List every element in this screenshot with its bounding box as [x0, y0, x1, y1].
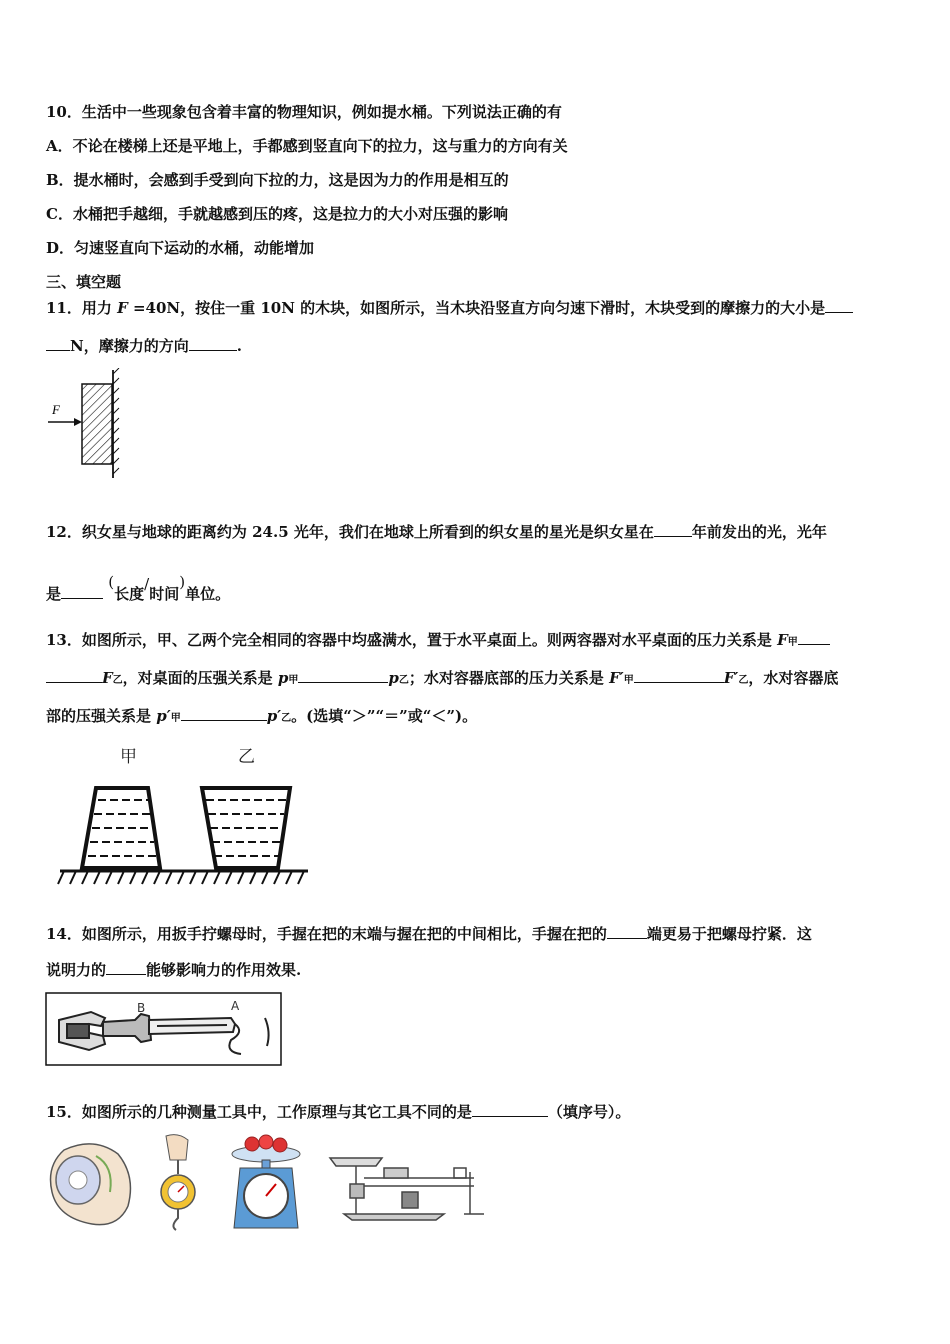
q13-blank-force-cont[interactable] — [46, 668, 102, 683]
q11-block-wall-figure — [44, 368, 134, 480]
q13-label-jia: 甲 — [120, 747, 137, 767]
q14-label-b: B — [137, 1001, 146, 1015]
q14-blank-end[interactable] — [607, 924, 647, 939]
q13-line2: F乙，对桌面的压强关系是 p甲 p乙；水对容器底部的压力关系是 F′甲 F′乙，水对容器底 — [46, 668, 838, 691]
q15-tool-hand-dynamometer — [44, 1136, 136, 1230]
q10-option-a: A．不论在楼梯上还是平地上，手都感到竖直向下的拉力，这与重力的方向有关 — [46, 137, 568, 155]
q15-tool-kitchen-scale — [228, 1134, 304, 1232]
q10-option-b: B．提水桶时，会感到手受到向下拉的力，这是因为力的作用是相互的 — [46, 171, 509, 189]
q10-stem: 10．生活中一些现象包含着丰富的物理知识，例如提水桶。下列说法正确的有 — [46, 103, 562, 121]
q11-blank-direction[interactable] — [189, 336, 237, 351]
q13-label-yi: 乙 — [238, 747, 255, 767]
q14-label-a: A — [231, 999, 240, 1013]
q13-line1: 13．如图所示，甲、乙两个完全相同的容器中均盛满水，置于水平桌面上。则两容器对水平桌面的压力关系是 F甲 — [46, 630, 830, 653]
q15-line1: 15．如图所示的几种测量工具中，工作原理与其它工具不同的是 （填序号）。 — [46, 1103, 631, 1121]
q10-option-d: D．匀速竖直向下运动的水桶，动能增加 — [46, 239, 315, 257]
q11-line2: N，摩擦力的方向 . — [46, 336, 242, 356]
q12-blank-unit[interactable] — [61, 584, 103, 599]
q11-blank-friction-cont[interactable] — [46, 336, 70, 351]
q14-blank-factor[interactable] — [106, 960, 146, 975]
q13-containers-figure — [56, 740, 312, 890]
q11-force-label: F — [52, 402, 60, 417]
q15-tool-spring-scale — [156, 1134, 200, 1232]
q14-line2: 说明力的 能够影响力的作用效果. — [46, 961, 302, 979]
q13-blank-force[interactable] — [798, 630, 830, 645]
q12-blank-years[interactable] — [654, 522, 692, 537]
q14-wrench-figure — [45, 992, 283, 1068]
q11-blank-friction[interactable] — [825, 298, 853, 313]
q13-blank-water-pressure[interactable] — [181, 706, 267, 721]
q15-tool-platform-balance — [324, 1148, 492, 1224]
q13-blank-water-force[interactable] — [634, 668, 724, 683]
q13-line3: 部的压强关系是 p′甲 p′乙。(选填“＞”“＝”或“＜”)。 — [46, 707, 478, 725]
q14-line1: 14．如图所示，用扳手拧螺母时，手握在把的末端与握在把的中间相比，手握在把的 端更易于把螺母拧紧．这 — [46, 925, 812, 943]
section-heading: 三、填空题 — [46, 273, 122, 291]
q10-option-c: C．水桶把手越细，手就越感到压的疼，这是拉力的大小对压强的影响 — [46, 205, 508, 223]
q12-line1: 12．织女星与地球的距离约为 24.5 光年，我们在地球上所看到的织女星的星光是织女星在 年前发出的光，光年 — [46, 523, 827, 541]
q13-blank-pressure[interactable] — [298, 668, 388, 683]
q12-line2: 是 (长度/时间)单位。 — [46, 573, 231, 603]
q11-line1: 11．用力 F =40N，按住一重 10N 的木块，如图所示，当木块沿竖直方向匀速下滑时，木块受到的摩擦力的大小是 — [46, 298, 853, 318]
q15-blank-answer[interactable] — [472, 1102, 548, 1117]
